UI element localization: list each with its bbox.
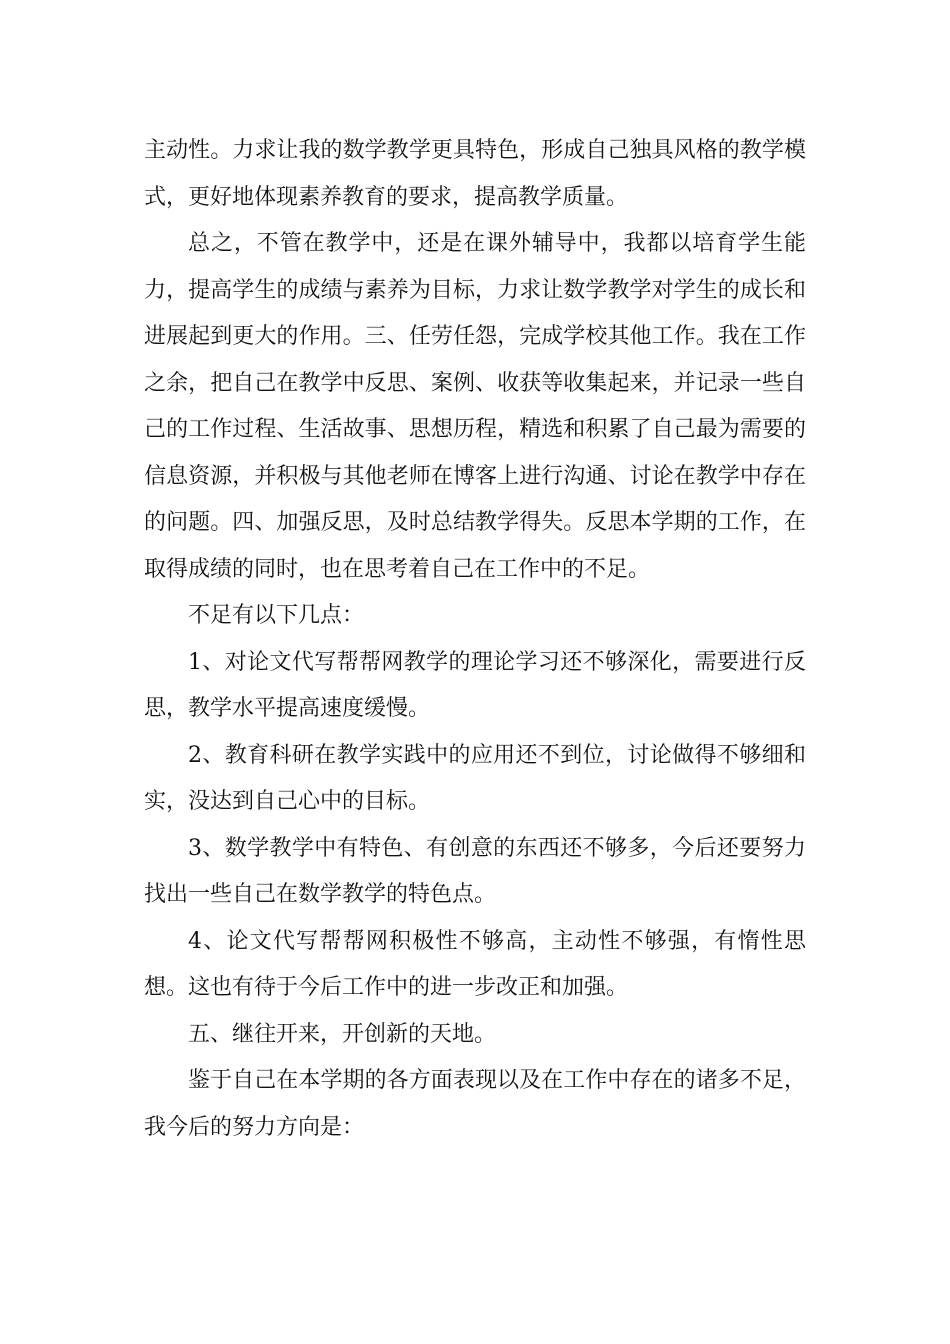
paragraph-shortcoming-1: 1、对论文代写帮帮网教学的理论学习还不够深化，需要进行反思，教学水平提高速度缓慢。 bbox=[144, 649, 806, 721]
paragraph-shortcoming-2: 2、教育科研在教学实践中的应用还不到位，讨论做得不够细和实，没达到自己心中的目标。 bbox=[144, 742, 806, 814]
paragraph-shortcoming-4: 4、论文代写帮帮网积极性不够高，主动性不够强，有惰性思想。这也有待于今后工作中的进一步改正和加强。 bbox=[144, 928, 806, 1000]
document-body bbox=[144, 128, 806, 1151]
paragraph-future-direction: 鉴于自己在本学期的各方面表现以及在工作中存在的诸多不足，我今后的努力方向是： bbox=[144, 1068, 806, 1140]
paragraph-shortcoming-3: 3、数学教学中有特色、有创意的东西还不够多，今后还要努力找出一些自己在数学教学的特色点。 bbox=[144, 835, 806, 907]
paragraph-section-five-heading: 五、继往开来，开创新的天地。 bbox=[188, 1021, 497, 1047]
paragraph-shortcomings-heading: 不足有以下几点： bbox=[188, 603, 365, 628]
paragraph-summary: 总之，不管在教学中，还是在课外辅导中，我都以培育学生能力，提高学生的成绩与素养为目标，力求让数学教学对学生的成长和进展起到更大的作用。三、任劳任怨，完成学校其他工作。我在工作之余，把自己在教学中反思、案例、收获等收集起来，并记录一些自己的工作过程、生活故事、思想历程，精选和积累了自己最为需要的信息资源，并积极与其他老师在博客上进行沟通、讨论在教学中存在的问题。四、加强反思，及时总结教学得失。反思本学期的工作，在取得成绩的同时，也在思考着自己在工作中的不足。 bbox=[144, 231, 806, 582]
paragraph-continuation: 主动性。力求让我的数学教学更具特色，形成自己独具风格的教学模式，更好地体现素养教育的要求，提高教学质量。 bbox=[144, 138, 806, 210]
